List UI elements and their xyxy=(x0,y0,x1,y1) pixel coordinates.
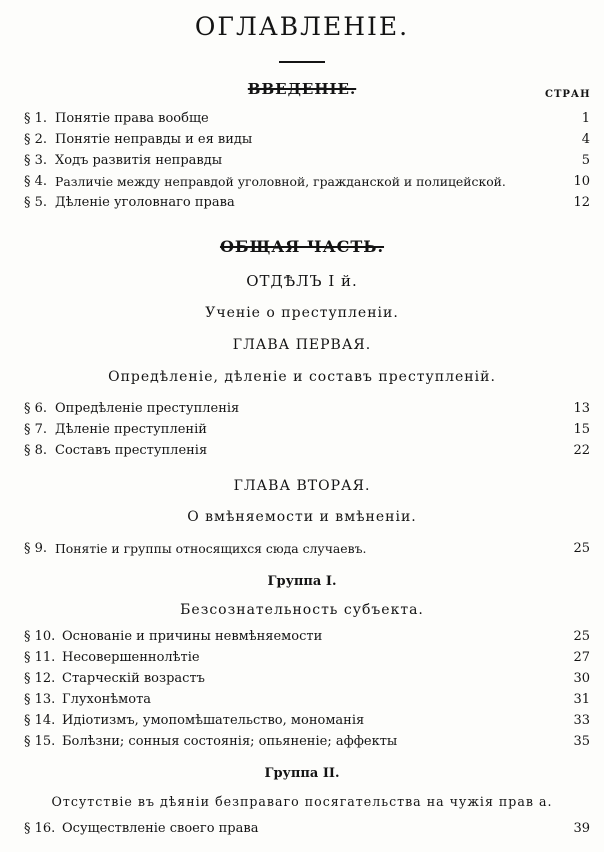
toc-section-number: § 10. xyxy=(24,629,56,644)
toc-row xyxy=(0,152,604,170)
toc-section-number: § 9. xyxy=(24,541,48,556)
toc-entry-title: Дѣленіе уголовнаго права xyxy=(55,195,235,210)
toc-page-number: 22 xyxy=(573,443,590,458)
toc-page-number: 5 xyxy=(581,153,590,168)
group-2-subtitle: Отсутствіе въ дѣяніи безправаго посягательства на чужія прав а. xyxy=(51,794,553,809)
toc-page-number: 10 xyxy=(573,174,590,189)
toc-row xyxy=(0,400,604,418)
toc-entry-title: Различіе между неправдой уголовной, гражданской и полицейской. xyxy=(55,174,506,189)
page-title: ОГЛАВЛЕНІЕ. xyxy=(194,12,410,41)
toc-entry-title: Несовершеннолѣтіе xyxy=(62,650,200,665)
toc-row xyxy=(0,194,604,212)
toc-page-number: 15 xyxy=(573,422,590,437)
toc-entry-title: Дѣленіе преступленій xyxy=(55,422,207,437)
toc-row xyxy=(0,670,604,688)
general-heading: ОБЩАЯ ЧАСТЬ. xyxy=(219,237,385,256)
toc-entry-title: Ходъ развитія неправды xyxy=(55,153,223,168)
toc-section-number: § 3. xyxy=(24,153,48,168)
toc-page-number: 30 xyxy=(573,671,590,686)
otdel-heading: ОТДѢЛЪ I й. xyxy=(246,272,358,290)
toc-section-number: § 1. xyxy=(24,111,48,126)
toc-entry-title: Глухонѣмота xyxy=(62,692,152,707)
toc-section-number: § 12. xyxy=(24,671,56,686)
chapter-2-title: ГЛАВА ВТОРАЯ. xyxy=(233,478,371,494)
toc-row xyxy=(0,691,604,709)
toc-row xyxy=(0,173,604,191)
toc-page-number: 25 xyxy=(573,629,590,644)
toc-page-number: 25 xyxy=(573,541,590,556)
toc-row xyxy=(0,421,604,439)
otdel-subtitle: Ученіе о преступленіи. xyxy=(205,305,399,321)
toc-entry-title: Осуществленіе своего права xyxy=(62,821,259,836)
chapter-1-title: ГЛАВА ПЕРВАЯ. xyxy=(232,337,372,353)
toc-entry-title: Понятіе права вообще xyxy=(55,111,209,126)
toc-section-number: § 13. xyxy=(24,692,56,707)
toc-entry-title: Старческій возрастъ xyxy=(62,671,205,686)
toc-row xyxy=(0,131,604,149)
toc-section-number: § 14. xyxy=(24,713,56,728)
toc-row xyxy=(0,110,604,128)
toc-page-number: 1 xyxy=(581,111,590,126)
chapter-1-subtitle: Опредѣленіе, дѣленіе и составъ преступленій. xyxy=(108,369,496,385)
group-1-subtitle: Безсознательность субъекта. xyxy=(180,602,424,618)
toc-row xyxy=(0,442,604,460)
toc-section-number: § 11. xyxy=(24,650,56,665)
toc-row xyxy=(0,628,604,646)
toc-row xyxy=(0,649,604,667)
toc-page-number: 35 xyxy=(573,734,590,749)
toc-page-number: 12 xyxy=(573,195,590,210)
chapter-2-subtitle: О вмѣняемости и вмѣненіи. xyxy=(187,509,417,525)
toc-section-number: § 15. xyxy=(24,734,56,749)
toc-row xyxy=(0,733,604,751)
toc-entry-title: Основаніе и причины невмѣняемости xyxy=(62,629,323,644)
toc-section-number: § 8. xyxy=(24,443,48,458)
group-1-title: Группа I. xyxy=(267,574,337,589)
toc-section-number: § 2. xyxy=(24,132,48,147)
toc-page-number: 27 xyxy=(573,650,590,665)
toc-section-number: § 5. xyxy=(24,195,48,210)
toc-entry-title: Болѣзни; сонныя состоянія; опьяненіе; аффекты xyxy=(62,734,398,749)
page-column-label: СТРАН xyxy=(545,89,591,100)
intro-heading: ВВЕДЕНІЕ. xyxy=(247,80,357,98)
toc-row xyxy=(0,820,604,838)
title-rule xyxy=(279,61,325,63)
group-2-title: Группа II. xyxy=(264,766,340,781)
toc-section-number: § 16. xyxy=(24,821,56,836)
toc-section-number: § 7. xyxy=(24,422,48,437)
toc-section-number: § 4. xyxy=(24,174,48,189)
toc-entry-title: Понятіе и группы относящихся сюда случаевъ. xyxy=(55,541,367,556)
toc-entry-title: Составъ преступленія xyxy=(55,443,208,458)
toc-entry-title: Опредѣленіе преступленія xyxy=(55,401,240,416)
toc-page-number: 4 xyxy=(581,132,590,147)
toc-entry-title: Идіотизмъ, умопомѣшательство, мономанія xyxy=(62,713,365,728)
toc-page-number: 39 xyxy=(573,821,590,836)
toc-page-number: 13 xyxy=(573,401,590,416)
toc-page-number: 33 xyxy=(573,713,590,728)
toc-entry-title: Понятіе неправды и ея виды xyxy=(55,132,253,147)
toc-row xyxy=(0,712,604,730)
toc-section-number: § 6. xyxy=(24,401,48,416)
toc-page-number: 31 xyxy=(573,692,590,707)
toc-row xyxy=(0,540,604,558)
